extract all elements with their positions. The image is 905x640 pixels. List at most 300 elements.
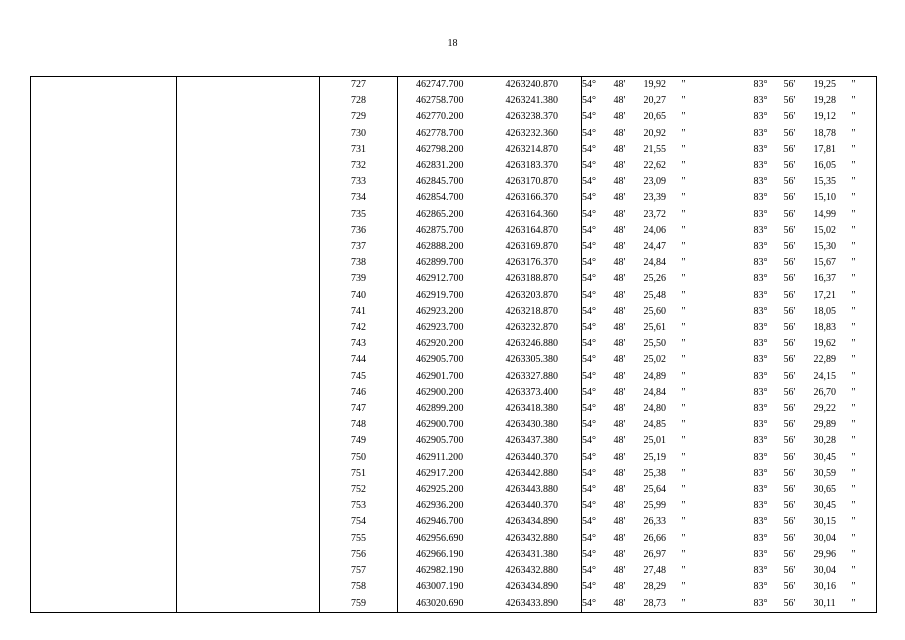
latitude-seconds: 24,06	[643, 224, 666, 236]
latitude-seconds: 25,19	[643, 451, 666, 463]
longitude-seconds: 18,05	[813, 305, 836, 317]
x-coordinate: 462899.200	[416, 403, 464, 415]
x-coordinate: 462758.700	[416, 95, 464, 107]
longitude-seconds: 30,15	[813, 516, 836, 528]
longitude-seconds: 29,96	[813, 548, 836, 560]
longitude-seconds-unit: "	[852, 563, 877, 579]
y-coordinate: 4263238.370	[500, 109, 582, 125]
latitude-degrees: 54°	[582, 386, 596, 398]
empty-cell-left	[31, 563, 177, 579]
latitude-seconds: 25,60	[643, 305, 666, 317]
longitude-minutes: 56'	[783, 127, 796, 139]
y-coordinate: 4263373.400	[500, 385, 582, 401]
x-coordinate: 462798.200	[416, 143, 464, 155]
latitude-minutes: 48'	[613, 143, 626, 155]
y-coordinate: 4263183.370	[500, 158, 582, 174]
longitude-seconds-unit: "	[852, 126, 877, 142]
empty-cell-middle	[177, 466, 320, 482]
empty-cell-left	[31, 190, 177, 206]
latitude-seconds: 23,72	[643, 208, 666, 220]
latitude-seconds-unit: "	[681, 305, 686, 317]
empty-cell-left	[31, 531, 177, 547]
table-row	[31, 563, 877, 579]
latitude-minutes: 48'	[613, 192, 626, 204]
longitude-degrees: 83°	[753, 370, 768, 382]
latitude-degrees: 54°	[582, 484, 596, 496]
point-number: 755	[320, 531, 398, 547]
empty-cell-left	[31, 207, 177, 223]
longitude-degrees: 83°	[753, 95, 768, 107]
latitude-seconds-unit: "	[681, 257, 686, 269]
longitude-minutes: 56'	[783, 386, 796, 398]
longitude-minutes: 56'	[783, 419, 796, 431]
x-coordinate: 462912.700	[416, 273, 464, 285]
longitude-seconds: 30,28	[813, 435, 836, 447]
x-coordinate: 462900.700	[416, 419, 464, 431]
latitude-seconds: 25,64	[643, 484, 666, 496]
empty-cell-middle	[177, 93, 320, 109]
empty-cell-left	[31, 596, 177, 613]
y-coordinate: 4263432.880	[500, 563, 582, 579]
latitude-seconds-unit: "	[681, 111, 686, 123]
latitude-minutes: 48'	[613, 467, 626, 479]
latitude-degrees: 54°	[582, 370, 596, 382]
table-row	[31, 288, 877, 304]
longitude-seconds: 15,67	[813, 257, 836, 269]
y-coordinate: 4263164.360	[500, 207, 582, 223]
latitude-seconds: 20,92	[643, 127, 666, 139]
longitude-degrees: 83°	[753, 273, 768, 285]
longitude-minutes: 56'	[783, 451, 796, 463]
latitude-minutes: 48'	[613, 305, 626, 317]
table-row	[31, 498, 877, 514]
latitude-minutes: 48'	[613, 532, 626, 544]
latitude-minutes: 48'	[613, 127, 626, 139]
latitude-degrees: 54°	[582, 111, 596, 123]
longitude-degrees: 83°	[753, 565, 768, 577]
latitude-seconds-unit: "	[681, 176, 686, 188]
latitude-degrees: 54°	[582, 500, 596, 512]
empty-cell-left	[31, 514, 177, 530]
x-coordinate: 462865.200	[416, 208, 464, 220]
empty-cell-middle	[177, 255, 320, 271]
latitude-minutes: 48'	[613, 322, 626, 334]
table-row	[31, 466, 877, 482]
latitude-minutes: 48'	[613, 597, 626, 609]
longitude-seconds: 19,12	[813, 111, 836, 123]
latitude-seconds: 21,55	[643, 143, 666, 155]
point-number: 745	[320, 369, 398, 385]
latitude-seconds-unit: "	[681, 516, 686, 528]
point-number: 743	[320, 336, 398, 352]
latitude-seconds: 25,01	[643, 435, 666, 447]
table-row	[31, 126, 877, 142]
longitude-seconds-unit: "	[852, 596, 877, 613]
longitude-seconds: 30,11	[813, 597, 836, 609]
latitude-seconds: 24,84	[643, 257, 666, 269]
latitude-seconds: 23,09	[643, 176, 666, 188]
table-body	[31, 77, 877, 613]
longitude-minutes: 56'	[783, 467, 796, 479]
longitude-minutes: 56'	[783, 370, 796, 382]
point-number: 733	[320, 174, 398, 190]
longitude-degrees: 83°	[753, 192, 768, 204]
longitude-seconds-unit: "	[852, 255, 877, 271]
point-number: 752	[320, 482, 398, 498]
empty-cell-middle	[177, 239, 320, 255]
longitude-seconds-unit: "	[852, 142, 877, 158]
latitude-seconds-unit: "	[681, 581, 686, 593]
longitude-minutes: 56'	[783, 500, 796, 512]
longitude-degrees: 83°	[753, 143, 768, 155]
longitude-seconds: 14,99	[813, 208, 836, 220]
latitude-minutes: 48'	[613, 224, 626, 236]
latitude-minutes: 48'	[613, 289, 626, 301]
y-coordinate: 4263232.360	[500, 126, 582, 142]
longitude-seconds-unit: "	[852, 482, 877, 498]
point-number: 750	[320, 450, 398, 466]
x-coordinate: 462919.700	[416, 289, 464, 301]
empty-cell-middle	[177, 547, 320, 563]
latitude-seconds-unit: "	[681, 127, 686, 139]
latitude-seconds-unit: "	[681, 95, 686, 107]
x-coordinate: 462901.700	[416, 370, 464, 382]
point-number: 749	[320, 433, 398, 449]
latitude-minutes: 48'	[613, 484, 626, 496]
longitude-seconds-unit: "	[852, 207, 877, 223]
empty-cell-left	[31, 385, 177, 401]
latitude-minutes: 48'	[613, 419, 626, 431]
longitude-minutes: 56'	[783, 548, 796, 560]
latitude-degrees: 54°	[582, 305, 596, 317]
empty-cell-middle	[177, 271, 320, 287]
empty-cell-left	[31, 255, 177, 271]
longitude-seconds-unit: "	[852, 190, 877, 206]
table-row	[31, 401, 877, 417]
empty-cell-middle	[177, 336, 320, 352]
latitude-seconds-unit: "	[681, 597, 686, 609]
y-coordinate: 4263418.380	[500, 401, 582, 417]
latitude-minutes: 48'	[613, 500, 626, 512]
latitude-seconds: 20,27	[643, 95, 666, 107]
table-row	[31, 142, 877, 158]
y-coordinate: 4263432.880	[500, 531, 582, 547]
y-coordinate: 4263440.370	[500, 450, 582, 466]
latitude-seconds: 24,85	[643, 419, 666, 431]
latitude-minutes: 48'	[613, 176, 626, 188]
latitude-seconds-unit: "	[681, 273, 686, 285]
latitude-seconds-unit: "	[681, 289, 686, 301]
longitude-seconds-unit: "	[852, 320, 877, 336]
latitude-seconds-unit: "	[681, 370, 686, 382]
empty-cell-left	[31, 369, 177, 385]
longitude-minutes: 56'	[783, 581, 796, 593]
x-coordinate: 462923.200	[416, 305, 464, 317]
latitude-seconds-unit: "	[681, 338, 686, 350]
longitude-degrees: 83°	[753, 419, 768, 431]
latitude-seconds-unit: "	[681, 565, 686, 577]
longitude-seconds-unit: "	[852, 514, 877, 530]
point-number: 729	[320, 109, 398, 125]
empty-cell-left	[31, 433, 177, 449]
longitude-seconds: 19,25	[814, 77, 852, 94]
point-number: 727	[320, 77, 398, 94]
y-coordinate: 4263232.870	[500, 320, 582, 336]
latitude-minutes: 48'	[613, 403, 626, 415]
latitude-degrees: 54°	[582, 143, 596, 155]
x-coordinate: 462900.200	[416, 386, 464, 398]
y-coordinate: 4263440.370	[500, 498, 582, 514]
table-row	[31, 336, 877, 352]
latitude-seconds-unit: "	[681, 143, 686, 155]
latitude-degrees: 54°	[582, 565, 596, 577]
latitude-minutes: 48'	[613, 354, 626, 366]
latitude-seconds-unit: "	[681, 160, 686, 172]
y-coordinate: 4263305.380	[500, 352, 582, 368]
latitude-degrees: 54°	[582, 208, 596, 220]
empty-cell-middle	[177, 207, 320, 223]
empty-cell-left	[31, 352, 177, 368]
y-coordinate: 4263430.380	[500, 417, 582, 433]
table-row	[31, 531, 877, 547]
longitude-seconds: 19,62	[813, 338, 836, 350]
point-number: 747	[320, 401, 398, 417]
longitude-seconds: 17,81	[813, 143, 836, 155]
longitude-seconds: 30,45	[813, 500, 836, 512]
empty-cell-middle	[177, 158, 320, 174]
empty-cell-middle	[177, 223, 320, 239]
longitude-seconds: 30,45	[813, 451, 836, 463]
longitude-degrees: 83°	[753, 500, 768, 512]
longitude-seconds-unit: "	[852, 417, 877, 433]
y-coordinate: 4263203.870	[500, 288, 582, 304]
longitude-seconds-unit: "	[852, 433, 877, 449]
point-number: 739	[320, 271, 398, 287]
longitude-seconds-unit: "	[852, 223, 877, 239]
y-coordinate: 4263218.870	[500, 304, 582, 320]
table-row	[31, 369, 877, 385]
x-coordinate: 462747.700	[398, 77, 500, 94]
latitude-degrees: 54°	[582, 241, 596, 253]
longitude-degrees: 83°	[753, 289, 768, 301]
table-row	[31, 450, 877, 466]
empty-cell-left	[31, 482, 177, 498]
point-number: 731	[320, 142, 398, 158]
y-coordinate: 4263431.380	[500, 547, 582, 563]
point-number: 753	[320, 498, 398, 514]
point-number: 742	[320, 320, 398, 336]
latitude-degrees: 54°	[582, 273, 596, 285]
latitude-degrees: 54°	[582, 548, 596, 560]
x-coordinate: 462905.700	[416, 354, 464, 366]
latitude-seconds-unit: "	[681, 208, 686, 220]
x-coordinate: 462905.700	[416, 435, 464, 447]
empty-cell-left	[31, 126, 177, 142]
table-row	[31, 255, 877, 271]
empty-cell-middle	[177, 352, 320, 368]
point-number: 751	[320, 466, 398, 482]
x-coordinate: 463007.190	[416, 581, 464, 593]
latitude-minutes: 48'	[613, 435, 626, 447]
table-row	[31, 596, 877, 613]
y-coordinate: 4263327.880	[500, 369, 582, 385]
x-coordinate: 462917.200	[416, 467, 464, 479]
y-coordinate: 4263176.370	[500, 255, 582, 271]
longitude-degrees: 83°	[753, 532, 768, 544]
longitude-degrees: 83°	[753, 208, 768, 220]
y-coordinate: 4263164.870	[500, 223, 582, 239]
table-row	[31, 482, 877, 498]
latitude-seconds-unit: "	[681, 435, 686, 447]
point-number: 732	[320, 158, 398, 174]
longitude-minutes: 56'	[783, 484, 796, 496]
longitude-degrees: 83°	[753, 127, 768, 139]
table-row	[31, 190, 877, 206]
longitude-degrees: 83°	[753, 597, 768, 609]
empty-cell-middle	[177, 109, 320, 125]
longitude-seconds-unit: "	[852, 109, 877, 125]
latitude-seconds: 23,39	[643, 192, 666, 204]
x-coordinate: 462911.200	[416, 451, 464, 463]
x-coordinate: 462770.200	[416, 111, 464, 123]
empty-cell-middle	[177, 126, 320, 142]
longitude-seconds-unit: "	[852, 369, 877, 385]
point-number: 744	[320, 352, 398, 368]
empty-cell-middle	[177, 596, 320, 613]
longitude-seconds: 15,35	[813, 176, 836, 188]
latitude-seconds: 26,66	[643, 532, 666, 544]
x-coordinate: 462925.200	[416, 484, 464, 496]
point-number: 757	[320, 563, 398, 579]
latitude-seconds: 25,02	[643, 354, 666, 366]
longitude-seconds-unit: "	[852, 385, 877, 401]
empty-cell-left	[31, 466, 177, 482]
longitude-seconds-unit: "	[852, 93, 877, 109]
latitude-degrees: 54°	[582, 192, 596, 204]
latitude-seconds: 25,50	[643, 338, 666, 350]
longitude-minutes: 56'	[783, 224, 796, 236]
table-row	[31, 109, 877, 125]
longitude-degrees: 83°	[753, 224, 768, 236]
table-row	[31, 304, 877, 320]
latitude-seconds-unit: "	[681, 500, 686, 512]
x-coordinate: 462854.700	[416, 192, 464, 204]
longitude-seconds: 16,37	[813, 273, 836, 285]
longitude-seconds: 30,04	[813, 532, 836, 544]
longitude-seconds: 29,22	[813, 403, 836, 415]
latitude-minutes: 48'	[613, 370, 626, 382]
point-number: 736	[320, 223, 398, 239]
latitude-minutes: 48'	[613, 257, 626, 269]
latitude-degrees: 54°	[582, 127, 596, 139]
longitude-degrees: 83°	[753, 305, 768, 317]
longitude-seconds: 15,02	[813, 224, 836, 236]
table-row	[31, 223, 877, 239]
longitude-seconds-unit: "	[852, 77, 877, 94]
latitude-seconds-unit: "	[681, 224, 686, 236]
table-row	[31, 207, 877, 223]
longitude-seconds: 29,89	[813, 419, 836, 431]
point-number: 754	[320, 514, 398, 530]
longitude-seconds-unit: "	[852, 450, 877, 466]
latitude-degrees: 54°	[582, 289, 596, 301]
x-coordinate: 462936.200	[416, 500, 464, 512]
latitude-minutes: 48'	[613, 516, 626, 528]
x-coordinate: 462982.190	[416, 565, 464, 577]
latitude-seconds-unit: "	[681, 403, 686, 415]
longitude-seconds: 30,04	[813, 565, 836, 577]
point-number: 730	[320, 126, 398, 142]
x-coordinate: 462956.690	[416, 532, 464, 544]
table-row	[31, 417, 877, 433]
latitude-seconds: 28,73	[643, 597, 666, 609]
longitude-degrees: 83°	[753, 403, 768, 415]
latitude-degrees: 54°	[582, 77, 614, 94]
latitude-seconds: 24,89	[643, 370, 666, 382]
table-row	[31, 579, 877, 595]
empty-cell-middle	[177, 304, 320, 320]
latitude-seconds: 25,48	[643, 289, 666, 301]
empty-cell-middle	[177, 498, 320, 514]
longitude-seconds-unit: "	[852, 336, 877, 352]
longitude-seconds-unit: "	[852, 174, 877, 190]
latitude-degrees: 54°	[582, 257, 596, 269]
longitude-minutes: 56'	[783, 338, 796, 350]
longitude-degrees: 83°	[753, 516, 768, 528]
longitude-degrees: 83°	[753, 241, 768, 253]
latitude-seconds: 25,99	[643, 500, 666, 512]
latitude-seconds-unit: "	[681, 467, 686, 479]
empty-cell-left	[31, 450, 177, 466]
latitude-seconds-unit: "	[681, 532, 686, 544]
y-coordinate: 4263241.380	[500, 93, 582, 109]
latitude-degrees: 54°	[582, 467, 596, 479]
longitude-seconds-unit: "	[852, 239, 877, 255]
point-number: 735	[320, 207, 398, 223]
empty-cell-middle	[177, 563, 320, 579]
longitude-seconds: 30,16	[813, 581, 836, 593]
latitude-degrees: 54°	[582, 419, 596, 431]
latitude-seconds: 25,26	[643, 273, 666, 285]
y-coordinate: 4263442.880	[500, 466, 582, 482]
longitude-seconds: 15,10	[813, 192, 836, 204]
y-coordinate: 4263170.870	[500, 174, 582, 190]
longitude-seconds: 24,15	[813, 370, 836, 382]
empty-cell-left	[31, 547, 177, 563]
longitude-seconds-unit: "	[852, 271, 877, 287]
empty-cell-middle	[177, 385, 320, 401]
longitude-seconds-unit: "	[852, 352, 877, 368]
latitude-minutes: 48'	[614, 77, 644, 94]
longitude-seconds: 30,65	[813, 484, 836, 496]
latitude-seconds-unit: "	[682, 77, 712, 94]
point-number: 746	[320, 385, 398, 401]
latitude-seconds: 20,65	[643, 111, 666, 123]
latitude-seconds: 27,48	[643, 565, 666, 577]
table-row	[31, 77, 877, 94]
longitude-minutes: 56'	[783, 532, 796, 544]
longitude-degrees: 83°	[753, 451, 768, 463]
empty-cell-middle	[177, 514, 320, 530]
longitude-minutes: 56'	[783, 95, 796, 107]
x-coordinate: 462831.200	[416, 160, 464, 172]
table-row	[31, 547, 877, 563]
empty-cell-left	[31, 417, 177, 433]
table-row	[31, 352, 877, 368]
longitude-degrees: 83°	[753, 338, 768, 350]
table-row	[31, 385, 877, 401]
latitude-minutes: 48'	[613, 273, 626, 285]
